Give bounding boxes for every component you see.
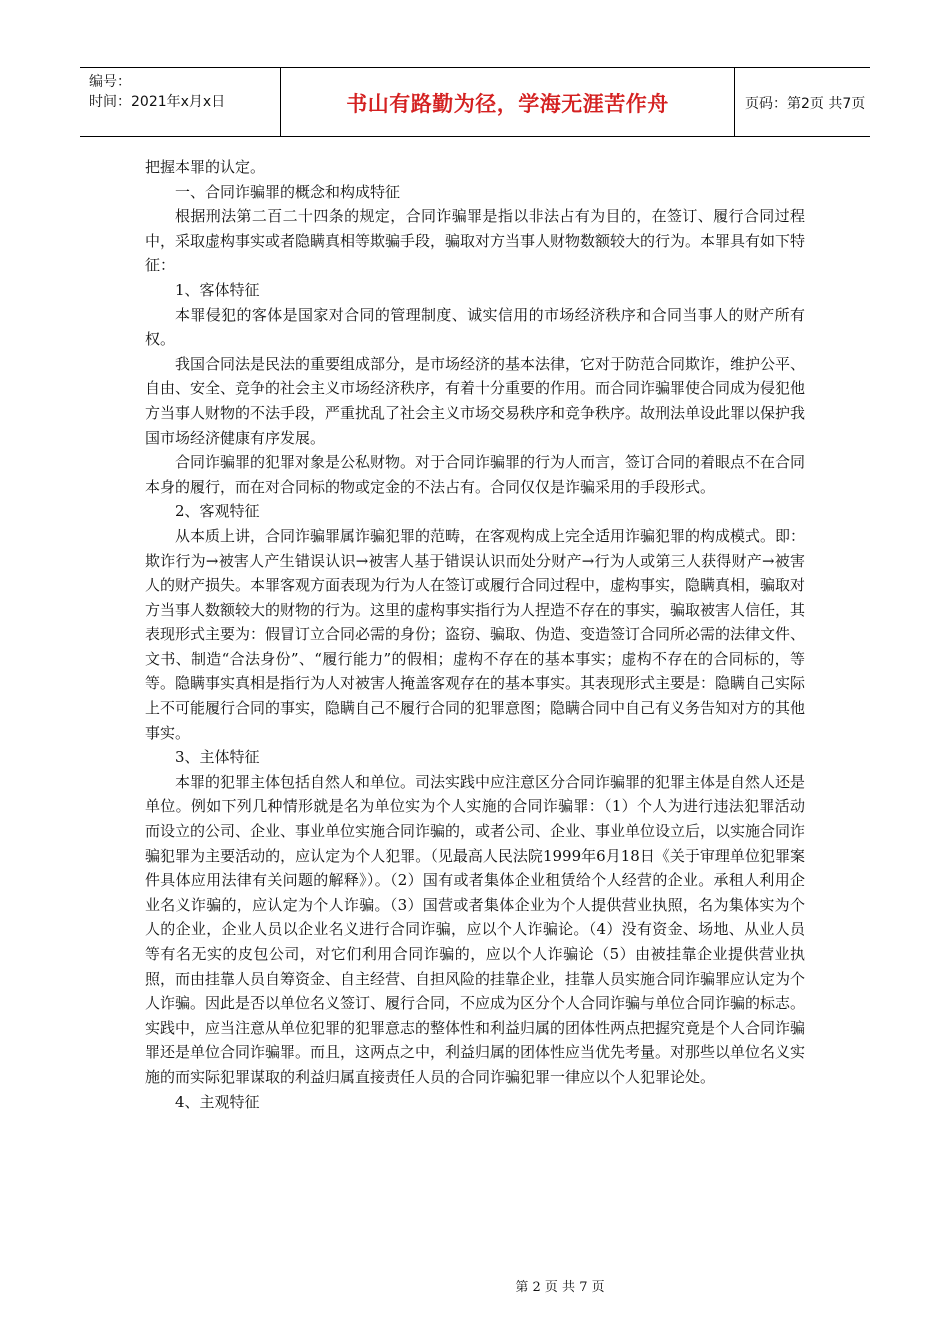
paragraph-intro-end: 把握本罪的认定。	[145, 158, 266, 176]
paragraph-definition: 根据刑法第二百二十四条的规定，合同诈骗罪是指以非法占有为目的，在签订、履行合同过程中，采取虚构事实或者隐瞒真相等欺骗手段，骗取对方当事人财物数额较大的行为。本罪具有如下特征：	[145, 207, 806, 275]
document-body	[145, 155, 805, 1114]
header-page-cell	[733, 68, 870, 136]
paragraph-object-2: 我国合同法是民法的重要组成部分，是市场经济的基本法律，它对于防范合同欺诈，维护公平、自由、安全、竞争的社会主义市场经济秩序，有着十分重要的作用。而合同诈骗罪使合同成为侵犯他方当事人财物的不法手段，严重扰乱了社会主义市场交易秩序和竞争秩序。故刑法单设此罪以保护我国市场经济健康有序发展。	[145, 354, 806, 447]
paragraph-subject: 本罪的犯罪主体包括自然人和单位。司法实践中应注意区分合同诈骗罪的犯罪主体是自然人还是单位。例如下列几种情形就是名为单位实为个人实施的合同诈骗罪：（1）个人为进行违法犯罪活动而设立的公司、企业、事业单位实施合同诈骗的，或者公司、企业、事业单位设立后，以实施合同诈骗犯罪为主要活动的，应认定为个人犯罪。（见最高人民法院1999年6月18日《关于审理单位犯罪案件具体应用法律有关问题的解释》）。（2）国有或者集体企业租赁给个人经营的企业。承租人利用企业名义诈骗的，应认定为个人诈骗。（3）国营或者集体企业为个人提供营业执照，名为集体实为个人的企业，企业人员以企业名义进行合同诈骗，应以个人诈骗论。（4）没有资金、场地、从业人员等有名无实的皮包公司，对它们利用合同诈骗的，应以个人诈骗论（5）由被挂靠企业提供营业执照，而由挂靠人员自筹资金、自主经营、自担风险的挂靠企业，挂靠人员实施合同诈骗罪应认定为个人诈骗。因此是否以单位名义签订、履行合同，不应成为区分个人合同诈骗与单位合同诈骗的标志。实践中，应当注意从单位犯罪的犯罪意志的整体性和利益归属的团体性两点把握究竟是个人合同诈骗罪还是单位合同诈骗罪。而且，这两点之中，利益归属的团体性应当优先考量。对那些以单位名义实施的而实际犯罪谋取的利益归属直接责任人员的合同诈骗犯罪一律应以个人犯罪论处。	[145, 772, 806, 1086]
page-header	[80, 67, 870, 137]
header-motto-cell	[280, 68, 735, 136]
paragraph-objective: 从本质上讲，合同诈骗罪属诈骗犯罪的范畴，在客观构成上完全适用诈骗犯罪的构成模式。即：欺诈行为→被害人产生错误认识→被害人基于错误认识而处分财产→行为人或第三人获得财产→被害人的财产损失。本罪客观方面表现为行为人在签订或履行合同过程中，虚构事实，隐瞒真相，骗取对方当事人数额较大的财物的行为。这里的虚构事实指行为人捏造不存在的事实，骗取被害人信任，其表现形式主要为：假冒订立合同必需的身份；盗窃、骗取、伪造、变造签订合同所必需的法律文件、文书、制造“合法身份”、“履行能力”的假相；虚构不存在的基本事实；虚构不存在的合同标的，等等。隐瞒事实真相是指行为人对被害人掩盖客观存在的基本事实。其表现形式主要是：隐瞒自己实际上不可能履行合同的事实，隐瞒自己不履行合同的犯罪意图；隐瞒合同中自己有义务告知对方的其他事实。	[145, 526, 806, 742]
paragraph-object-1: 本罪侵犯的客体是国家对合同的管理制度、诚实信用的市场经济秩序和合同当事人的财产所有权。	[145, 305, 805, 349]
header-info-cell	[80, 68, 280, 136]
subheading-objective: 2、客观特征	[175, 502, 260, 521]
page-footer	[0, 1276, 950, 1295]
footer-page-number: 第 2 页 共 7 页	[515, 1280, 605, 1295]
paragraph-object-3: 合同诈骗罪的犯罪对象是公私财物。对于合同诈骗罪的行为人而言，签订合同的着眼点不在合同本身的履行，而在对合同标的物或定金的不法占有。合同仅仅是诈骗采用的手段形式。	[145, 453, 806, 496]
subheading-subjective: 4、主观特征	[175, 1092, 260, 1111]
document-time-label: 时间：2021年x月x日	[89, 94, 226, 110]
header-motto: 书山有路勤为径，学海无涯苦作舟	[346, 92, 669, 116]
subheading-subject: 3、主体特征	[175, 748, 260, 767]
subheading-object: 1、客体特征	[175, 280, 260, 299]
header-page-number: 页码：第2页 共7页	[745, 96, 866, 112]
document-number-label: 编号：	[89, 74, 131, 90]
section-heading-concept: 一、合同诈骗罪的概念和构成特征	[175, 182, 401, 201]
